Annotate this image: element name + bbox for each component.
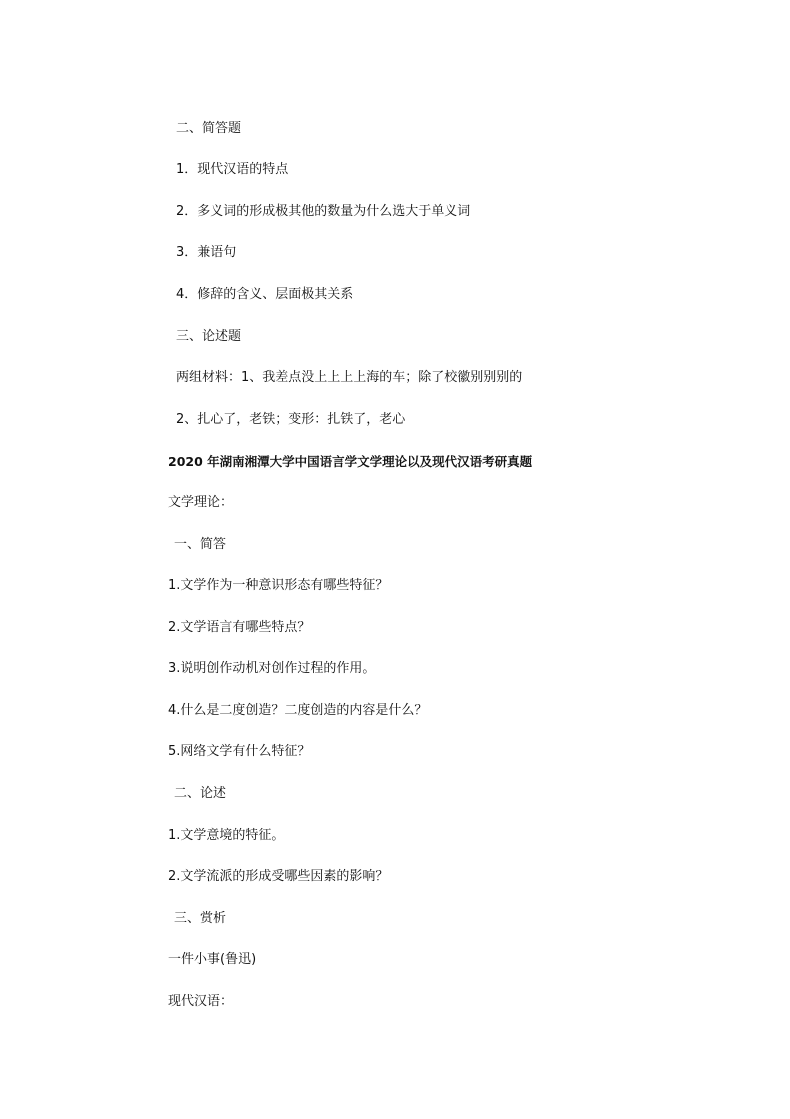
lit-question-5: 5.网络文学有什么特征？ <box>168 744 311 759</box>
modern-chinese-label: 现代汉语： <box>168 994 234 1009</box>
lit-short-answer-heading: 一、简答 <box>174 537 227 552</box>
lit-essay-question-1: 1.文学意境的特征。 <box>168 828 285 843</box>
section-essay-heading: 三、论述题 <box>176 329 242 344</box>
lit-question-2: 2.文学语言有哪些特点？ <box>168 620 311 635</box>
question-2: 2．多义词的形成极其他的数量为什么选大于单义词 <box>176 204 471 219</box>
exam-title: 2020 年湖南湘潭大学中国语言学文学理论以及现代汉语考研真题 <box>168 454 533 469</box>
essay-material-2: 2、扎心了，老铁；变形：扎铁了，老心 <box>176 412 406 427</box>
question-1: 1．现代汉语的特点 <box>176 162 289 177</box>
question-4: 4．修辞的含义、层面极其关系 <box>176 287 354 302</box>
literary-theory-label: 文学理论： <box>168 495 234 510</box>
appreciation-text: 一件小事(鲁迅) <box>168 952 257 967</box>
lit-question-4: 4.什么是二度创造？二度创造的内容是什么？ <box>168 703 428 718</box>
essay-material-1: 两组材料：1、我差点没上上上上海的车；除了校徽别别别的 <box>176 370 523 385</box>
lit-essay-question-2: 2.文学流派的形成受哪些因素的影响？ <box>168 869 389 884</box>
section-short-answer-heading: 二、简答题 <box>176 121 242 136</box>
lit-essay-heading: 二、论述 <box>174 786 227 801</box>
lit-question-1: 1.文学作为一种意识形态有哪些特征？ <box>168 578 389 593</box>
question-3: 3．兼语句 <box>176 245 237 260</box>
lit-appreciation-heading: 三、赏析 <box>174 911 227 926</box>
lit-question-3: 3.说明创作动机对创作过程的作用。 <box>168 661 376 676</box>
